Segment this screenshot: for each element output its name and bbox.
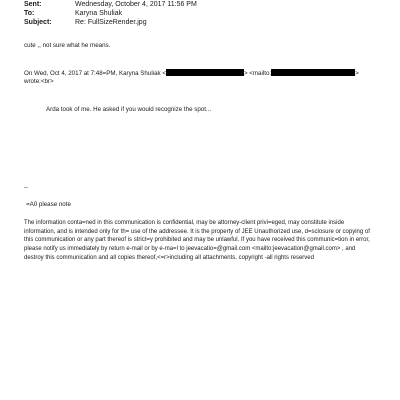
wrote-text: wrote:<br> [24, 78, 54, 85]
redacted-mailto-block [271, 69, 355, 76]
quote-header [24, 69, 359, 78]
to-label: To: [24, 10, 35, 17]
subject-label: Subject: [24, 19, 52, 26]
sent-value: Wednesday, October 4, 2017 11:56 PM [75, 1, 197, 8]
sent-label: Sent: [24, 1, 42, 8]
quote-suffix: > [355, 70, 359, 77]
subject-value: Re: FullSizeRender.jpg [75, 19, 147, 26]
to-row [24, 9, 122, 18]
sent-row [24, 0, 197, 9]
subject-row [24, 18, 147, 27]
reply-text: cute ,, not sure what he means. [24, 42, 111, 49]
confidentiality-disclaimer: The information conta=ned in this communication is confidential, may be attorney-client privi=eged, may constitute inside information, and is intended only for th= use of the addressee. It is the property of JEE Unauthorized use, d=sclosure or copying of this communication or any part thereof is strict=y prohibited and may be unlawful. If you have received this communic=tion in error, please notify us immediately by return e-mail or by e-ma=l to jeevacatio=@gmail.com <mailto:jeevacation@gmail.com> , and destroy this communication and all copies thereof,<=r>including all attachments. copyright -all rights reserved [24, 220, 370, 261]
quoted-message: Arda took of me. He asked if you would recognize the spot... [46, 106, 212, 113]
to-value: Karyna Shuliak [75, 10, 123, 17]
signature-dashes: -- [24, 184, 29, 191]
redacted-email-block [166, 69, 244, 76]
mailto-mid: > <mailto: [243, 70, 272, 77]
please-note: =A0 please note [26, 201, 71, 208]
quote-prefix: On Wed, Oct 4, 2017 at 7:48=PM, Karyna Shuliak < [24, 70, 166, 77]
